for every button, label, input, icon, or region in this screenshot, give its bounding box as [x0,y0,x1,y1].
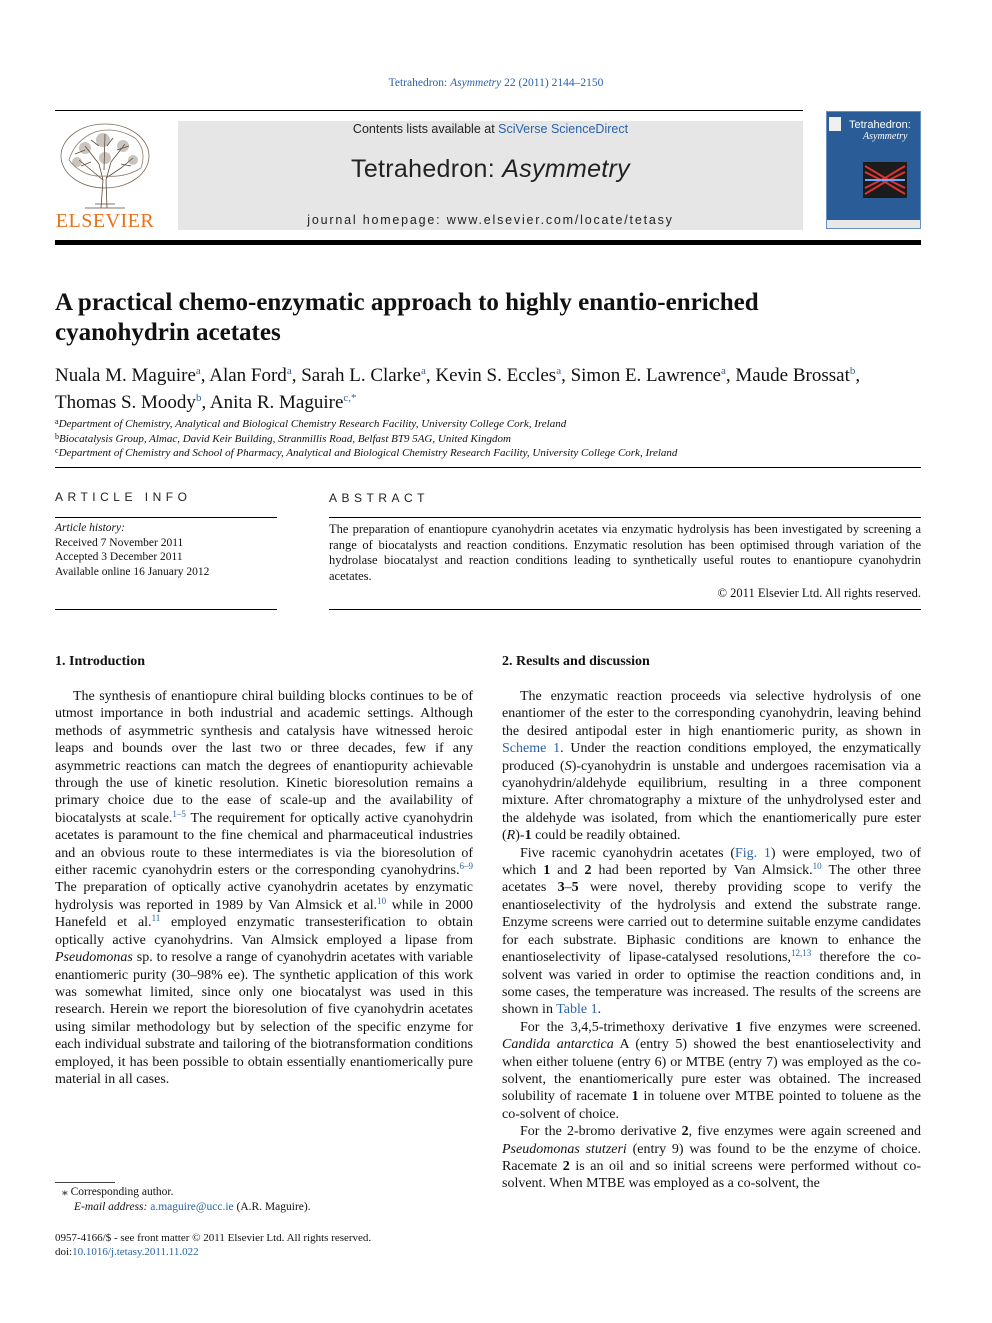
affiliation-rule [55,467,921,468]
contents-line: Contents lists available at SciVerse ScienceDirect [352,122,629,136]
abstract-rule-bottom [329,609,921,610]
affiliation-c: $^c$Department of Chemistry and School of Pharmacy, Analytical and Biological Chemistry Research Facility, University College Cork, Ireland [55,446,678,459]
author-list: Nuala M. Maguire$^a$, Alan Ford$^a$, Sarah L. Clarke$^a$, Kevin S. Eccles$^a$, Simon E. Lawrence$^a$, Maude Brossat$^b$, Thomas S. Moody$^b$, Anita R. Maguire$^{c,*}$ [55,365,861,413]
author[interactable]: Kevin S. Eccles [435,365,557,386]
citation-ref[interactable]: 12,13 [791,948,812,959]
author-email-link[interactable]: a.maguire@ucc.ie [150,1200,234,1213]
citation-ref[interactable]: 10 [812,861,822,872]
corresponding-author-note: ⁎ Corresponding author. E-mail address: a.maguire@ucc.ie (A.R. Maguire). [62,1186,311,1213]
abstract-copyright: © 2011 Elsevier Ltd. All rights reserved. [717,586,921,600]
author[interactable]: Nuala M. Maguire [55,365,196,386]
table-link[interactable]: Table 1 [556,1002,598,1018]
journal-cover-thumbnail[interactable] [826,111,921,229]
affiliation-b: $^b$Biocatalysis Group, Almac, David Keir Building, Stranmillis Road, Belfast BT9 5AG, United Kingdom [55,432,511,445]
sciencedirect-link[interactable]: SciVerse ScienceDirect [498,122,629,136]
abstract-heading: ABSTRACT [329,491,430,505]
author[interactable]: Maude Brossat [735,365,850,386]
citation-ref[interactable]: 10 [377,895,387,906]
author[interactable]: Thomas S. Moody [55,392,196,413]
article-info-rule-bottom [55,609,277,610]
page-footer: 0957-4166/$ - see front matter © 2011 Elsevier Ltd. All rights reserved. doi:10.1016/j.tetasy.2011.11.022 [55,1232,372,1258]
cover-bottom-strip [827,220,920,228]
results-body: The enzymatic reaction proceeds via selective hydrolysis of one enantiomer of the ester to the corresponding cyanohydrin, leaving behind the desired antipodal ester in high enantiomeric purity, as shown in Scheme 1. Under the reaction conditions employed, the enzymatically produced (S)-cyanohydrin is unstable and undergoes racemisation via a cyanohydrin/aldehyde equilibrium, resulting in a three component mixture. After chromatography a mixture of the unhydrolysed ester and the aldehyde was isolated, from which the enantiomerically pure ester (R)-1 could be readily obtained. Five racemic cyanohydrin acetates (Fig. 1) were employed, two of which 1 and 2 had been reported by Van Almsick.$^{10}$ The other three acetates 3–5 were novel, thereby providing scope to verify the enantioselectivity of the hydrolysis and extend the substrate range. Enzyme screens were carried out to determine suitable enzyme candidates for each substrate. Biphasic conditions are known to enhance the enantioselectivity of lipase-catalysed resolutions,$^{12,13}$ therefore the co-solvent was varied in order to optimise the reaction conditions and, in some cases, the temperature was increased. The results of the screens are shown in Table 1. For the 3,4,5-trimethoxy derivative 1 five enzymes were screened. Candida antarctica A (entry 5) showed the best enantioselectivity and when either toluene (entry 6) or MTBE (entry 7) was employed as the co-solvent, the enantiomerically pure ester was obtained. The increased solubility of racemate 1 in toluene over MTBE pointed to toluene as the co-solvent of choice. For the 2-bromo derivative 2, five enzymes were again screened and Pseudomonas stutzeri (entry 9) was found to be the enzyme of choice. Racemate 2 is an oil and so initial screens were performed without co-solvent. When MTBE was employed as a co-solvent, the [502,689,922,1192]
results-heading: 2. Results and discussion [502,654,650,669]
article-title: A practical chemo-enzymatic approach to highly enantio-enriched cyanohydrin acetates [55,289,759,346]
header-thick-rule [55,240,921,245]
article-info-heading: ARTICLE INFO [55,490,192,504]
journal-title: Tetrahedron: Asymmetry [351,155,630,183]
author[interactable]: Anita R. Maguire [209,392,344,413]
cover-title: Tetrahedron: [849,119,911,131]
citation-ref[interactable]: 6–9 [459,861,473,872]
journal-citation[interactable]: Tetrahedron: Asymmetry 22 (2011) 2144–2150 [388,77,604,89]
abstract-text: The preparation of enantiopure cyanohydrin acetates via enzymatic hydrolysis has been investigated by screening a range of biocatalysts and reaction conditions. Enzymatic resolution has been optimised through variation of the hydrolase biocatalyst and reaction conditions leading to synthetically useful routes to enantiopure cyanohydrin acetates. [329,522,921,583]
cover-subtitle: Asymmetry [863,131,908,142]
header-top-rule [55,110,803,111]
author[interactable]: Simon E. Lawrence [570,365,721,386]
figure-link[interactable]: Fig. 1 [735,845,771,861]
cover-graphic [863,162,907,198]
elsevier-tree-logo [55,120,155,212]
doi-link[interactable]: 10.1016/j.tetasy.2011.11.022 [72,1246,199,1258]
cover-elsevier-mark [829,117,841,131]
scheme-link[interactable]: Scheme 1 [502,741,561,757]
author[interactable]: Alan Ford [209,365,287,386]
elsevier-wordmark: ELSEVIER [55,210,155,232]
journal-homepage[interactable]: journal homepage: www.elsevier.com/locate/tetasy [307,213,674,227]
introduction-heading: 1. Introduction [55,654,145,669]
article-history: Article history: Received 7 November 2011 Accepted 3 December 2011 Available online 16 January 2012 [55,522,210,578]
affiliation-a: $^a$Department of Chemistry, Analytical and Biological Chemistry Research Facility, University College Cork, Ireland [55,417,567,430]
footnote-rule [55,1182,115,1183]
introduction-body: The synthesis of enantiopure chiral building blocks continues to be of utmost importance in both industrial and academic settings. Although methods of asymmetric synthesis and catalysis have witnessed heroic leaps and bounds over the last two or three decades, few if any asymmetric reactions can match the degrees of enantiopurity achievable through the use of kinetic resolution. Kinetic bioresolution remains a primary choice due to the ease of scale-up and the availability of biocatalysts at scale.$^{1-5}$ The requirement for optically active cyanohydrin acetates is paramount to the fine chemical and pharmaceutical industries and an obvious route to these intermediates is via the bioresolution of either racemic cyanohydrin esters or the corresponding cyanohydrins.$^{6-9}$ The preparation of optically active cyanohydrin acetates by enzymatic hydrolysis was reported in 1989 by Van Almsick et al.$^{10}$ while in 2000 Hanefeld et al.$^{11}$ employed enzymatic transesterification to obtain optically active cyanohydrins. Van Almsick employed a lipase from Pseudomonas sp. to resolve a range of cyanohydrin acetates with variable enantiomeric purity (30–98% ee). The synthetic application of this work was somewhat limited, since only one biocatalyst was used in this research. Herein we report the bioresolution of five cyanohydrin acetates using similar methodology but by selection of the specific enzyme for each individual substrate and tailoring of the biotransformation conditions employed, it has been possible to obtain essentially enantiomerically pure material in all cases. [55,689,474,1087]
abstract-rule-top [329,517,921,518]
citation-ref[interactable]: 1–5 [172,808,186,819]
article-info-rule-top [55,517,277,518]
author[interactable]: Sarah L. Clarke [301,365,421,386]
citation-ref[interactable]: 11 [151,913,161,924]
